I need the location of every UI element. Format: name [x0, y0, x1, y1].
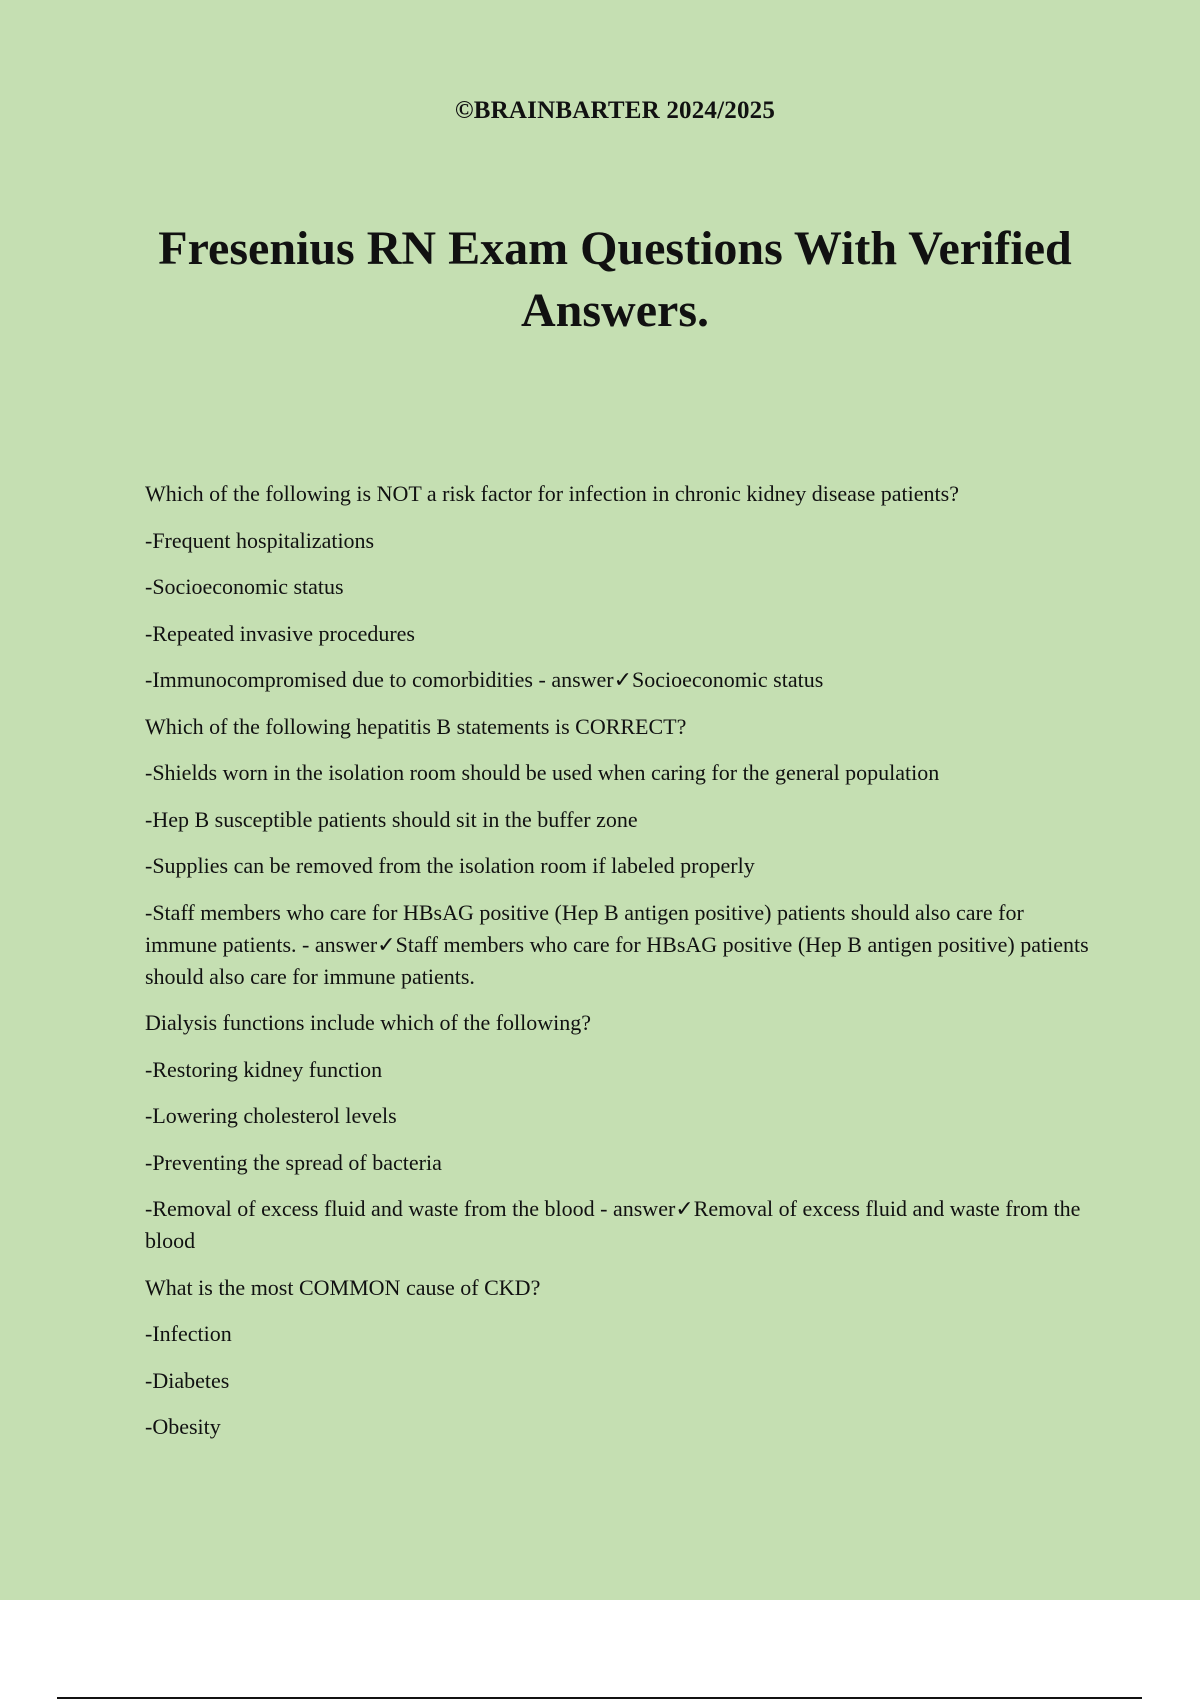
answer-option: -Supplies can be removed from the isolation room if labeled properly — [145, 853, 755, 878]
answer-option: -Lowering cholesterol levels — [145, 1103, 397, 1128]
copyright-header: ©BRAINBARTER 2024/2025 — [454, 97, 776, 124]
question-text: Which of the following is NOT a risk factor for infection in chronic kidney disease patients? — [145, 481, 959, 506]
answer-option: -Preventing the spread of bacteria — [145, 1149, 442, 1175]
answer-option-with-answer: -Removal of excess fluid and waste from the blood - answer✓Removal of excess fluid and waste from the blood — [145, 1196, 1081, 1253]
answer-option: -Shields worn in the isolation room should be used when caring for the general population — [145, 760, 940, 785]
answer-option: -Repeated invasive procedures — [145, 620, 415, 646]
answer-option-with-answer: -Immunocompromised due to comorbidities - answer✓Socioeconomic status — [145, 667, 824, 692]
answer-option: -Diabetes — [145, 1367, 230, 1393]
question-text: Which of the following hepatitis B statements is CORRECT? — [145, 713, 687, 739]
footer-divider — [57, 1697, 1142, 1699]
document-title: Fresenius RN Exam Questions With Verified Answers. — [158, 222, 1072, 337]
question-text: Dialysis functions include which of the following? — [145, 1010, 592, 1035]
question-list — [145, 478, 1090, 1458]
answer-option: -Frequent hospitalizations — [145, 527, 375, 553]
answer-option: -Obesity — [145, 1414, 221, 1439]
answer-option: -Socioeconomic status — [145, 574, 344, 599]
answer-option: -Hep B susceptible patients should sit in the buffer zone — [145, 806, 638, 832]
answer-option-with-answer: -Staff members who care for HBsAG positive (Hep B antigen positive) patients should also care for immune patients. - answer✓Staff members who care for HBsAG positive (Hep B antigen positive) patients should also care for immune patients. — [145, 899, 1089, 989]
question-text: What is the most COMMON cause of CKD? — [145, 1274, 541, 1300]
answer-option: -Restoring kidney function — [145, 1056, 383, 1082]
answer-option: -Infection — [145, 1321, 232, 1346]
